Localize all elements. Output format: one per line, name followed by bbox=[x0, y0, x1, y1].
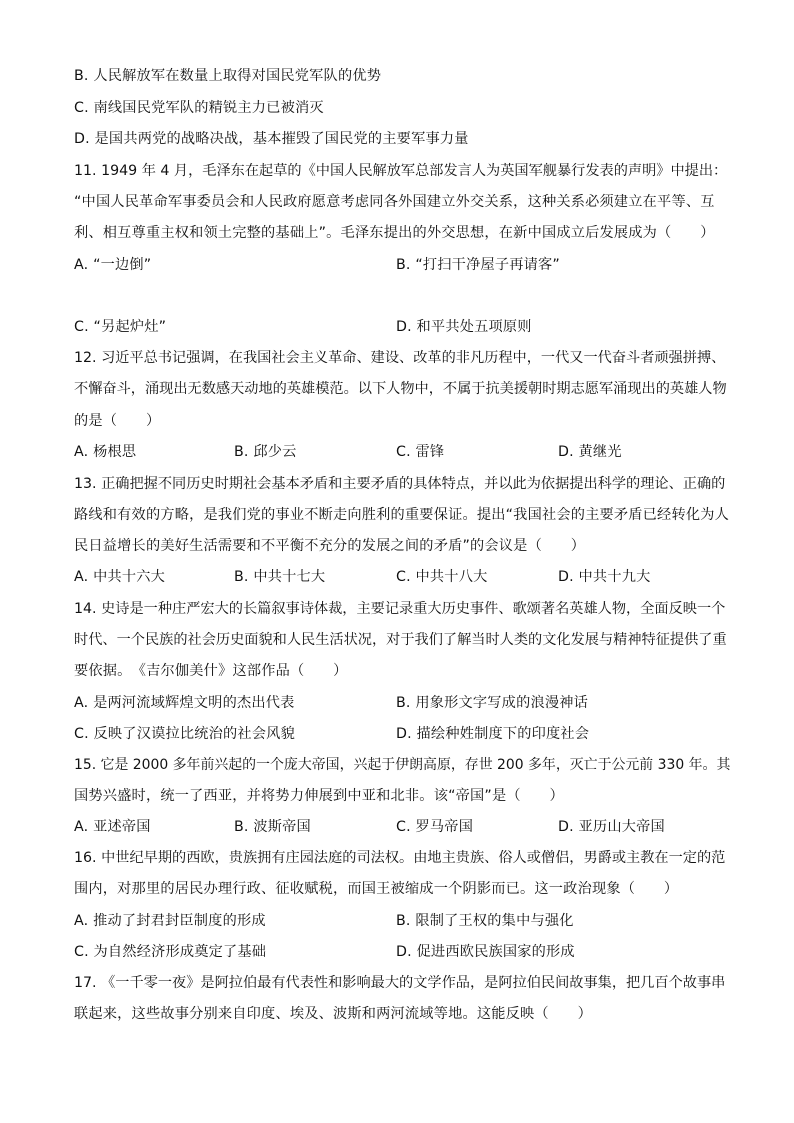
q11-stem-line-1: 11. 1949 年 4 月，毛泽东在起草的《中国人民解放军总部发言人为英国军舰暴行发表的声明》中提出： bbox=[74, 163, 728, 179]
q12-option-c[interactable]: C. 雷锋 bbox=[396, 444, 445, 460]
q14-stem-line-1: 14. 史诗是一种庄严宏大的长篇叙事诗体裁，主要记录重大历史事件、歌颂著名英雄人物，全面反映一个 bbox=[74, 601, 726, 617]
q12-stem-line-3: 的是（ ） bbox=[74, 413, 161, 429]
q12-option-b[interactable]: B. 邱少云 bbox=[234, 444, 297, 460]
q14-stem-line-3: 要依据。 《吉尔伽美什》这部作品（ ） bbox=[74, 663, 348, 679]
q12-stem-line-1: 12. 习近平总书记强调，在我国社会主义革命、建设、改革的非凡历程中，一代又一代奋斗者顽强拼搏、 bbox=[74, 350, 726, 366]
q11-option-b[interactable]: B. “打扫干净屋子再请客” bbox=[396, 257, 560, 273]
q14-option-a[interactable]: A. 是两河流域辉煌文明的杰出代表 bbox=[74, 695, 295, 711]
q16-option-d[interactable]: D. 促进西欧民族国家的形成 bbox=[396, 944, 575, 960]
q14-option-c[interactable]: C. 反映了汉谟拉比统治的社会风貌 bbox=[74, 726, 295, 742]
q11-option-c[interactable]: C. “另起炉灶” bbox=[74, 319, 167, 335]
q13-stem-line-3: 民日益增长的美好生活需要和不平衡不充分的发展之间的矛盾”的会议是（ ） bbox=[74, 538, 586, 554]
q11-option-a[interactable]: A. “一边倒” bbox=[74, 257, 152, 273]
q12-option-a[interactable]: A. 杨根思 bbox=[74, 444, 137, 460]
q13-option-a[interactable]: A. 中共十六大 bbox=[74, 569, 166, 585]
q10-option-d[interactable]: D. 是国共两党的战略决战，基本摧毁了国民党的主要军事力量 bbox=[74, 131, 469, 147]
q11-option-d[interactable]: D. 和平共处五项原则 bbox=[396, 319, 532, 335]
q16-option-c[interactable]: C. 为自然经济形成奠定了基础 bbox=[74, 944, 267, 960]
q14-option-d[interactable]: D. 描绘种姓制度下的印度社会 bbox=[396, 726, 590, 742]
q16-option-a[interactable]: A. 推动了封君封臣制度的形成 bbox=[74, 913, 266, 929]
q13-option-b[interactable]: B. 中共十七大 bbox=[234, 569, 326, 585]
q17-stem-line-2: 联起来，这些故事分别来自印度、埃及、波斯和两河流域等地。这能反映（ ） bbox=[74, 1006, 592, 1022]
q15-stem-line-2: 国势兴盛时，统一了西亚，并将势力伸展到中亚和北非。该“帝国”是（ ） bbox=[74, 788, 564, 804]
q15-option-b[interactable]: B. 波斯帝国 bbox=[234, 819, 311, 835]
q13-stem-line-1: 13. 正确把握不同历史时期社会基本矛盾和主要矛盾的具体特点，并以此为依据提出科学的理论、正确的 bbox=[74, 476, 726, 492]
q15-stem-line-1: 15. 它是 2000 多年前兴起的一个庞大帝国，兴起于伊朗高原，存世 200 多年，灭亡于公元前 330 年。其 bbox=[74, 757, 731, 773]
q11-stem-line-3: 利、相互尊重主权和领土完整的基础上”。毛泽东提出的外交思想，在新中国成立后发展成为（ ） bbox=[74, 225, 715, 241]
q14-option-b[interactable]: B. 用象形文字写成的浪漫神话 bbox=[396, 695, 589, 711]
q16-stem-line-2: 围内，对那里的居民办理行政、征收赋税，而国王被缩成一个阴影而已。这一政治现象（ ） bbox=[74, 881, 679, 897]
q15-option-d[interactable]: D. 亚历山大帝国 bbox=[558, 819, 665, 835]
q12-stem-line-2: 不懈奋斗，涌现出无数感天动地的英雄模范。以下人物中，不属于抗美援朝时期志愿军涌现出的英雄人物 bbox=[74, 381, 727, 397]
q11-stem-line-2: “中国人民革命军事委员会和人民政府愿意考虑同各外国建立外交关系，这种关系必须建立在平等、互 bbox=[74, 194, 715, 210]
q13-option-d[interactable]: D. 中共十九大 bbox=[558, 569, 651, 585]
q16-option-b[interactable]: B. 限制了王权的集中与强化 bbox=[396, 913, 574, 929]
q13-option-c[interactable]: C. 中共十八大 bbox=[396, 569, 488, 585]
q15-option-c[interactable]: C. 罗马帝国 bbox=[396, 819, 474, 835]
q15-option-a[interactable]: A. 亚述帝国 bbox=[74, 819, 151, 835]
q12-option-d[interactable]: D. 黄继光 bbox=[558, 444, 622, 460]
q16-stem-line-1: 16. 中世纪早期的西欧，贵族拥有庄园法庭的司法权。由地主贵族、俗人或僧侣，男爵或主教在一定的范 bbox=[74, 850, 726, 866]
q10-option-b[interactable]: B. 人民解放军在数量上取得对国民党军队的优势 bbox=[74, 68, 382, 84]
q13-stem-line-2: 路线和有效的方略，是我们党的事业不断走向胜利的重要保证。提出“我国社会的主要矛盾已经转化为人 bbox=[74, 507, 729, 523]
q14-stem-line-2: 时代、一个民族的社会历史面貌和人民生活状况，对于我们了解当时人类的文化发展与精神特征提供了重 bbox=[74, 632, 727, 648]
q17-stem-line-1: 17. 《一千零一夜》是阿拉伯最有代表性和影响最大的文学作品，是阿拉伯民间故事集，把几百个故事串 bbox=[74, 975, 726, 991]
q10-option-c[interactable]: C. 南线国民党军队的精锐主力已被消灭 bbox=[74, 100, 324, 116]
